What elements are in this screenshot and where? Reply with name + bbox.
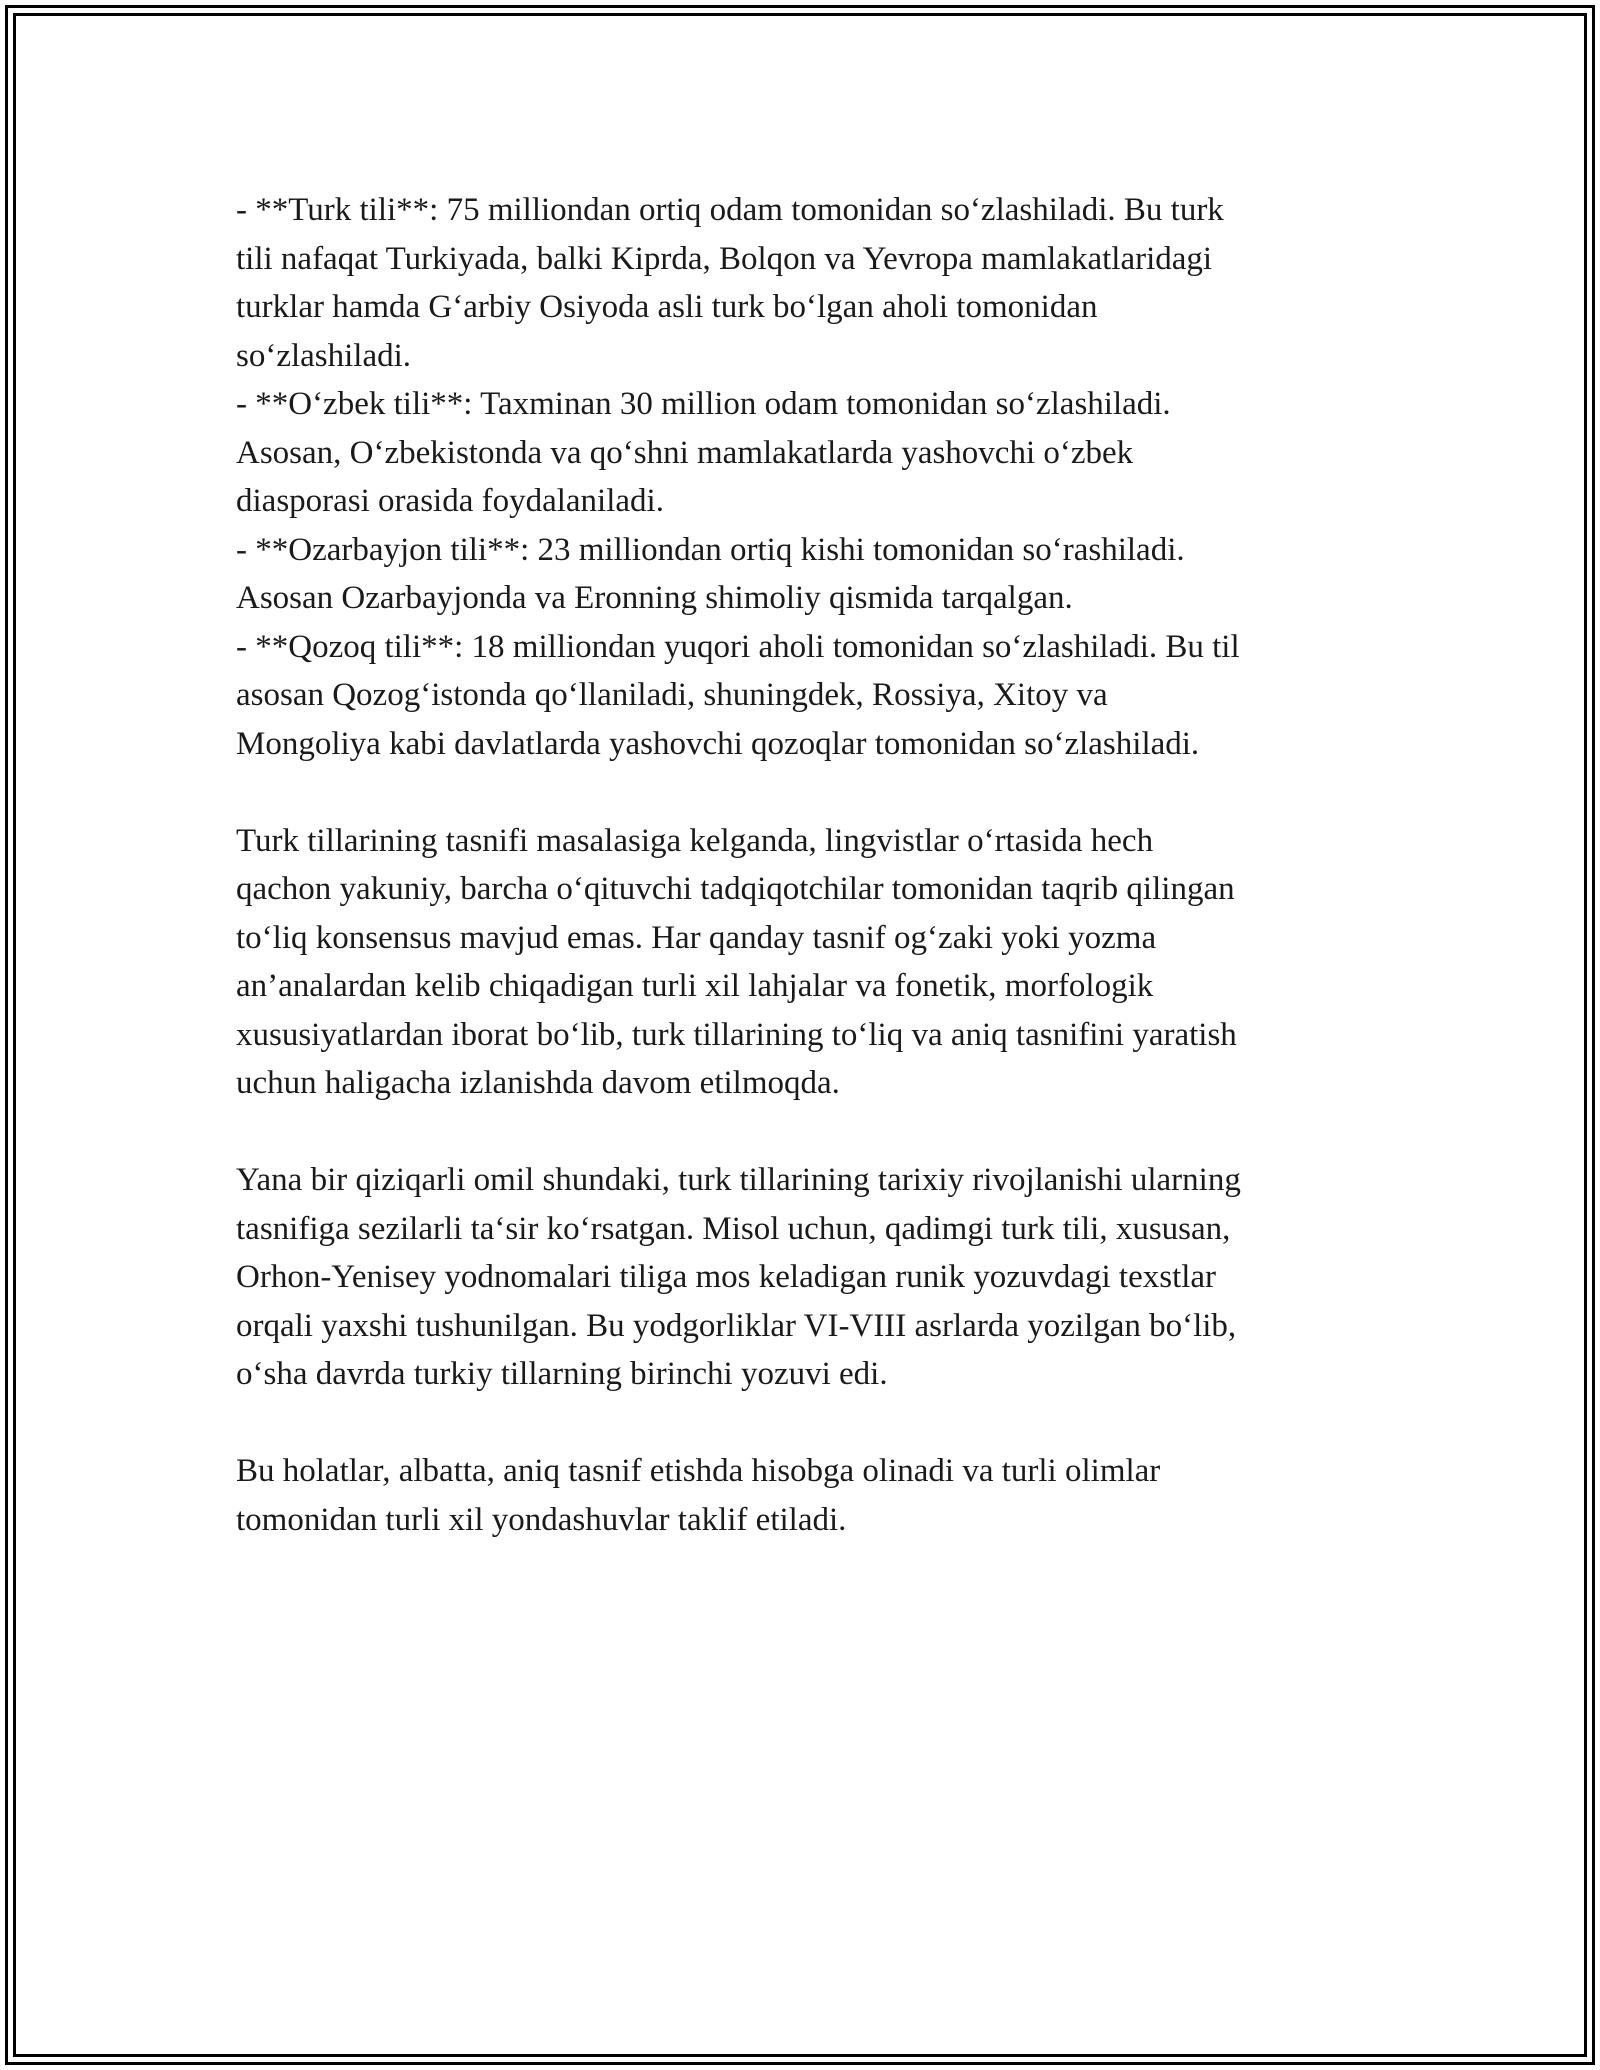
paragraph-language-list (236, 186, 1366, 768)
text-line: diasporasi orasida foydalaniladi. (236, 483, 664, 519)
text-line: tomonidan turli xil yondashuvlar taklif etiladi. (236, 1501, 847, 1538)
text-line: Yana bir qiziqarli omil shundaki, turk tillarining tarixiy rivojlanishi ularning (236, 1162, 1241, 1198)
text-line: Orhon-Yenisey yodnomalari tiliga mos keladigan runik yozuvdagi texstlar (236, 1259, 1217, 1295)
text-line: Bu holatlar, albatta, aniq tasnif etishda hisobga olinadi va turli olimlar (236, 1453, 1161, 1489)
paragraph-classification (236, 817, 1366, 1108)
paragraph-conclusion (236, 1447, 1366, 1544)
text-line: - **Ozarbayjon tili**: 23 milliondan ortiq kishi tomonidan so‘rashiladi. (236, 531, 1185, 568)
text-line: uchun haligacha izlanishda davom etilmoqda. (236, 1065, 840, 1101)
text-line: qachon yakuniy, barcha o‘qituvchi tadqiqotchilar tomonidan taqrib qilingan (236, 871, 1235, 907)
text-line: o‘sha davrda turkiy tillarning birinchi yozuvi edi. (236, 1356, 888, 1392)
text-line: turklar hamda G‘arbiy Osiyoda asli turk bo‘lgan aholi tomonidan (236, 289, 1098, 325)
text-line: so‘zlashiladi. (236, 337, 412, 374)
text-line: - **O‘zbek tili**: Taxminan 30 million odam tomonidan so‘zlashiladi. (236, 386, 1171, 422)
text-line: an’analardan kelib chiqadigan turli xil lahjalar va fonetik, morfologik (236, 968, 1154, 1004)
text-line: Turk tillarining tasnifi masalasiga kelganda, lingvistlar o‘rtasida hech (236, 822, 1154, 859)
text-line: Mongoliya kabi davlatlarda yashovchi qozoqlar tomonidan so‘zlashiladi. (236, 725, 1200, 762)
text-line: - **Qozoq tili**: 18 milliondan yuqori aholi tomonidan so‘zlashiladi. Bu til (236, 628, 1240, 665)
paragraph-history (236, 1156, 1366, 1399)
text-line: to‘liq konsensus mavjud emas. Har qanday tasnif og‘zaki yoki yozma (236, 919, 1157, 956)
text-line: tasnifiga sezilarli ta‘sir ko‘rsatgan. Misol uchun, qadimgi turk tili, xususan, (236, 1210, 1231, 1247)
text-line: Asosan Ozarbayjonda va Eronning shimoliy qismida tarqalgan. (236, 580, 1073, 616)
text-line: xususiyatlardan iborat bo‘lib, turk tillarining to‘liq va aniq tasnifini yaratish (236, 1016, 1237, 1053)
text-line: tili nafaqat Turkiyada, balki Kiprda, Bolqon va Yevropa mamlakatlaridagi (236, 240, 1213, 277)
text-line: orqali yaxshi tushunilgan. Bu yodgorliklar VI-VIII asrlarda yozilgan bo‘lib, (236, 1307, 1237, 1344)
text-line: asosan Qozog‘istonda qo‘llaniladi, shuningdek, Rossiya, Xitoy va (236, 677, 1108, 713)
text-line: - **Turk tili**: 75 milliondan ortiq odam tomonidan so‘zlashiladi. Bu turk (236, 192, 1224, 228)
text-line: Asosan, O‘zbekistonda va qo‘shni mamlakatlarda yashovchi o‘zbek (236, 434, 1134, 471)
document-body (236, 186, 1366, 1544)
